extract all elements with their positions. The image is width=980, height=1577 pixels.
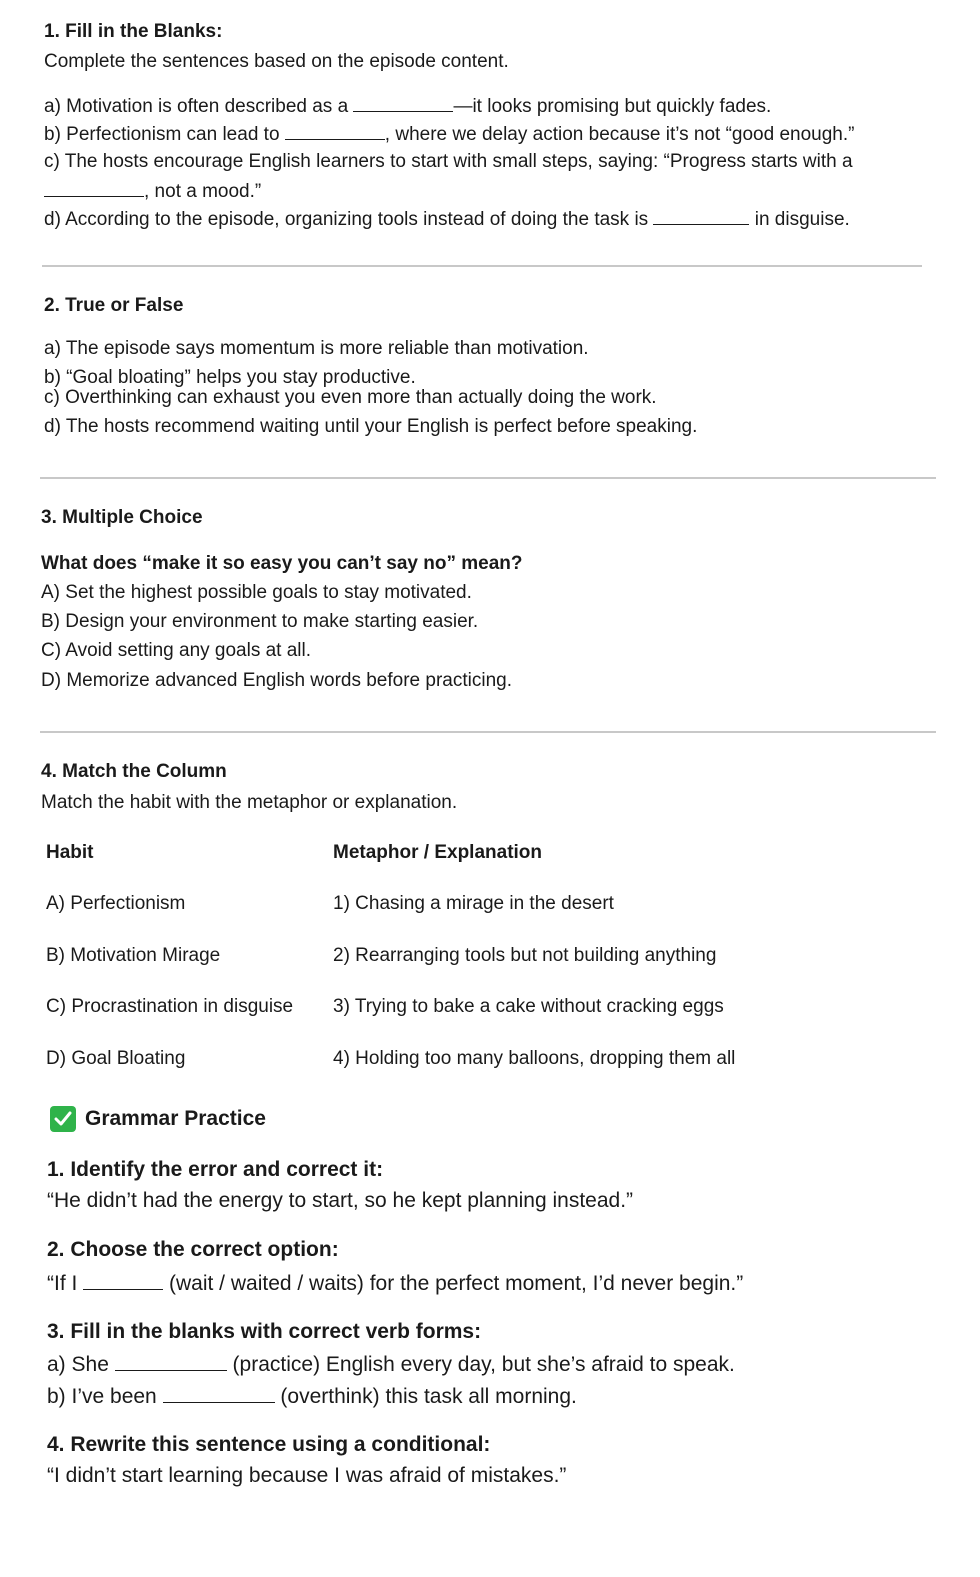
metaphor-item: 4) Holding too many balloons, dropping them all: [333, 1048, 736, 1069]
fill-blank-c-line1: c) The hosts encourage English learners to start with small steps, saying: “Progress starts with a: [44, 151, 853, 172]
section-divider: [40, 477, 936, 479]
blank-line: [115, 1350, 227, 1371]
true-false-d: d) The hosts recommend waiting until your English is perfect before speaking.: [44, 416, 698, 437]
section-1-instruction: Complete the sentences based on the episode content.: [44, 51, 509, 72]
fill-blank-b-text: , where we delay action because it’s not “good enough.”: [384, 124, 855, 145]
section-4-heading: 4. Match the Column: [41, 761, 227, 782]
fill-blank-c-line2: [44, 178, 261, 204]
section-2-heading: 2. True or False: [44, 295, 184, 316]
column-header-habit: Habit: [46, 842, 94, 863]
grammar-q3-a-part: (practice) English every day, but she’s afraid to speak.: [226, 1353, 735, 1376]
check-mark-icon: [50, 1106, 76, 1132]
metaphor-item: 2) Rearranging tools but not building anything: [333, 945, 717, 966]
grammar-q4-heading: 4. Rewrite this sentence using a conditional:: [47, 1433, 491, 1456]
fill-blank-d-text: d) According to the episode, organizing tools instead of doing the task is: [44, 209, 654, 230]
fill-blank-b-text: b) Perfectionism can lead to: [44, 124, 285, 145]
grammar-q3-b-part: b) I’ve been: [47, 1385, 163, 1408]
multiple-choice-question: What does “make it so easy you can’t say no” mean?: [41, 553, 523, 574]
grammar-q3-heading: 3. Fill in the blanks with correct verb forms:: [47, 1320, 482, 1343]
habit-item: A) Perfectionism: [46, 893, 186, 914]
fill-blank-a: [44, 93, 771, 119]
metaphor-item: 1) Chasing a mirage in the desert: [333, 893, 614, 914]
blank-line: [653, 206, 749, 225]
choice-option-c: C) Avoid setting any goals at all.: [41, 640, 312, 661]
fill-blank-a-text: —it looks promising but quickly fades.: [453, 96, 772, 117]
grammar-q2-part: “If I: [47, 1272, 84, 1295]
grammar-q4-text: “I didn’t start learning because I was afraid of mistakes.”: [47, 1464, 567, 1487]
choice-option-d: D) Memorize advanced English words before practicing.: [41, 670, 512, 691]
true-false-c: c) Overthinking can exhaust you even more than actually doing the work.: [44, 387, 657, 408]
true-false-a: a) The episode says momentum is more reliable than motivation.: [44, 338, 589, 359]
blank-line: [83, 1269, 163, 1290]
grammar-q3-b-part: (overthink) this task all morning.: [274, 1385, 577, 1408]
grammar-q3-b: [47, 1382, 577, 1410]
blank-line: [285, 121, 385, 140]
section-3-heading: 3. Multiple Choice: [41, 507, 203, 528]
blank-line: [44, 178, 144, 197]
fill-blank-c-text: , not a mood.”: [144, 181, 262, 202]
habit-item: C) Procrastination in disguise: [46, 996, 294, 1017]
fill-blank-d-text: in disguise.: [749, 209, 850, 230]
check-mark-icon: [54, 1111, 72, 1127]
fill-blank-a-text: a) Motivation is often described as a: [44, 96, 354, 117]
grammar-q3-a-part: a) She: [47, 1353, 115, 1376]
choice-option-b: B) Design your environment to make starting easier.: [41, 611, 479, 632]
section-divider: [40, 731, 936, 733]
habit-item: B) Motivation Mirage: [46, 945, 221, 966]
grammar-practice-title: Grammar Practice: [85, 1107, 266, 1130]
grammar-q2-text: [47, 1269, 743, 1297]
grammar-q2-heading: 2. Choose the correct option:: [47, 1238, 339, 1261]
section-divider: [42, 265, 922, 267]
section-1-heading: 1. Fill in the Blanks:: [44, 21, 223, 42]
grammar-q3-a: [47, 1350, 735, 1378]
section-4-instruction: Match the habit with the metaphor or explanation.: [41, 792, 458, 813]
blank-line: [163, 1382, 275, 1403]
choice-option-a: A) Set the highest possible goals to stay motivated.: [41, 582, 472, 603]
blank-line: [353, 93, 453, 112]
column-header-metaphor: Metaphor / Explanation: [333, 842, 543, 863]
fill-blank-d: [44, 206, 850, 232]
grammar-q1-text: “He didn’t had the energy to start, so he kept planning instead.”: [47, 1189, 634, 1212]
metaphor-item: 3) Trying to bake a cake without cracking eggs: [333, 996, 724, 1017]
grammar-q2-part: (wait / waited / waits) for the perfect moment, I’d never begin.”: [163, 1272, 744, 1295]
grammar-q1-heading: 1. Identify the error and correct it:: [47, 1158, 384, 1181]
fill-blank-b: [44, 121, 854, 147]
true-false-b: b) “Goal bloating” helps you stay productive.: [44, 367, 416, 388]
habit-item: D) Goal Bloating: [46, 1048, 186, 1069]
